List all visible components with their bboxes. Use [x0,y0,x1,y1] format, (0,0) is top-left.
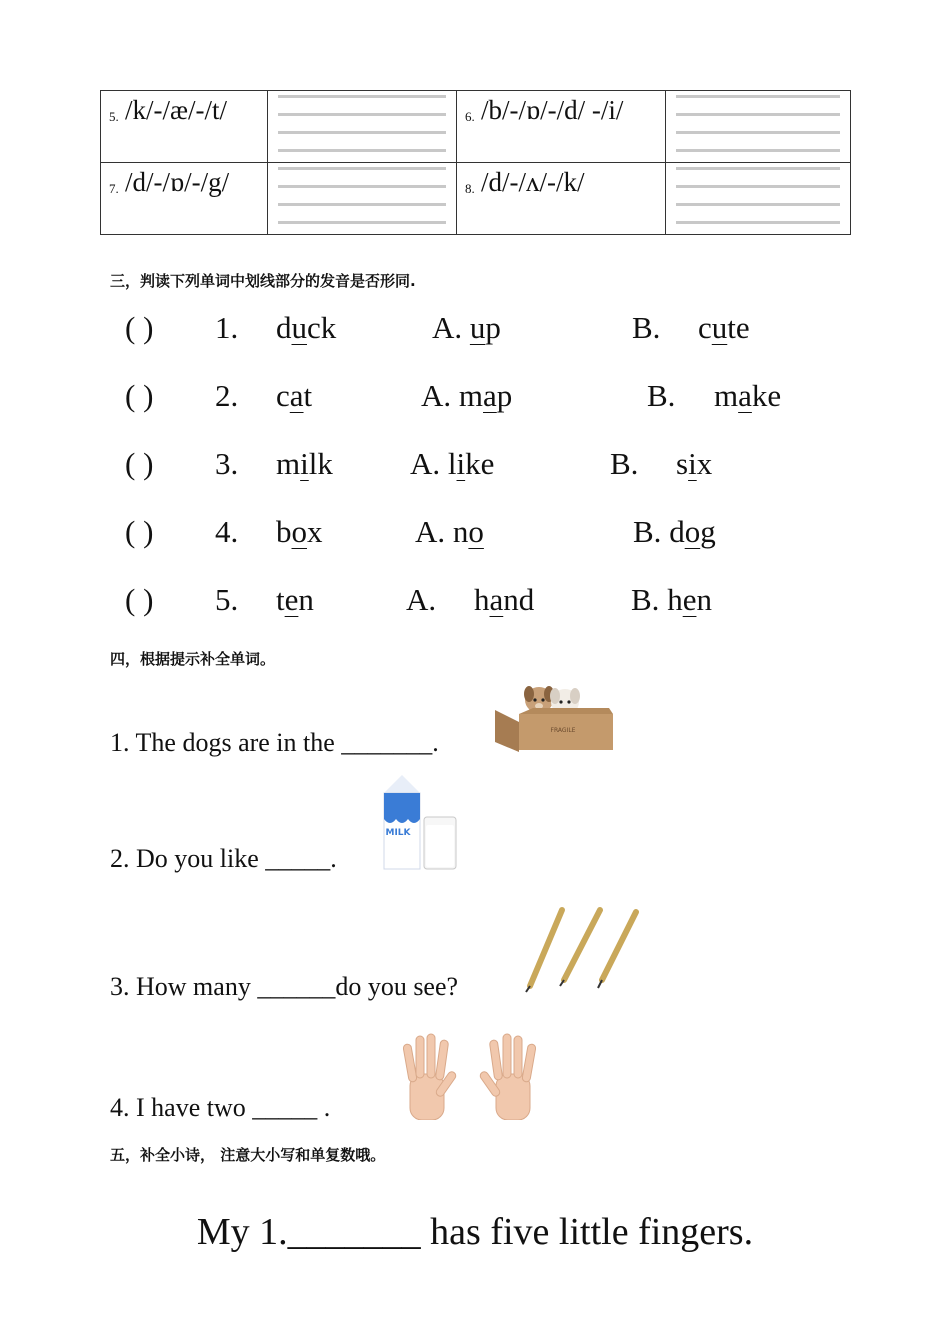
question-number: 3. [215,446,239,481]
fill-in-sentence[interactable]: 4. I have two _____ . [110,1093,331,1122]
question-number: 4. [215,514,239,549]
option-a-label: A. [415,514,446,549]
word-part: x [307,514,323,549]
option-b[interactable] [631,582,712,618]
underlined-letter: u [469,310,486,345]
word-part [462,310,470,345]
phonics-number: 5. [109,109,119,124]
target-word [276,514,323,550]
phonics-number: 8. [465,181,475,196]
underlined-letter: a [738,378,752,413]
word-part: m [276,446,301,481]
word-part: h [659,582,683,617]
table-row [101,91,851,163]
phonics-cell [457,91,666,163]
answer-parentheses[interactable]: ( ) [125,514,154,549]
underlined-letter: e [284,582,299,617]
word-part: m [714,378,739,413]
word-part: p [496,378,513,413]
underlined-letter: o [291,514,307,549]
word-part: lk [308,446,333,481]
answer-cell[interactable] [268,163,457,235]
word-part: d [661,514,685,549]
phonics-cell [457,163,666,235]
writing-lines [676,165,840,225]
option-a-label: A. [406,582,437,617]
question-row [0,582,950,626]
word-part: t [276,582,285,617]
word-part: t [303,378,313,413]
option-a-label: A. [410,446,441,481]
answer-cell[interactable] [666,163,851,235]
option-b-label: B. [632,310,661,345]
target-word [276,310,336,346]
word-part: h [474,582,490,617]
underlined-letter: u [291,310,307,345]
option-a-label: A. [432,310,463,345]
underlined-letter: i [456,446,466,481]
fill-in-sentence[interactable]: 1. The dogs are in the _______. [110,728,439,757]
answer-cell[interactable] [268,91,457,163]
phonics-sounds: /d/-/ɒ/-/g/ [125,167,230,197]
fill-in-sentence[interactable]: 3. How many ______do you see? [110,972,459,1001]
word-part: te [727,310,750,345]
answer-parentheses[interactable]: ( ) [125,378,154,413]
word-part: g [700,514,716,549]
underlined-letter: e [682,582,697,617]
phonics-number: 6. [465,109,475,124]
question-row [0,310,950,354]
word-part: x [696,446,713,481]
word-part: ke [751,378,782,413]
phonics-sounds: /k/-/æ/-/t/ [125,95,228,125]
fill-in-sentence[interactable]: 2. Do you like _____. [110,844,337,873]
writing-lines [278,165,446,225]
question-number: 2. [215,378,239,413]
option-b-label: B. [610,446,639,481]
option-b-label: B. [631,582,660,617]
question-number: 5. [215,582,239,617]
phonics-sounds: /b/-/ɒ/-/d/ -/i/ [481,95,624,125]
underlined-letter: a [289,378,304,413]
word-part: b [276,514,292,549]
section-5-heading: 五，补全小诗， 注意大小写和单复数哦。 [110,1146,386,1164]
word-part: n [298,582,314,617]
milk-label: MILK [385,828,411,838]
word-part: c [698,310,712,345]
underlined-letter: u [711,310,728,345]
writing-lines [676,93,840,153]
option-b[interactable] [633,514,716,550]
three-pens-image [520,904,644,994]
word-part: m [451,378,484,413]
question-number: 1. [215,310,239,345]
word-part: s [676,446,689,481]
word-part: p [485,310,501,345]
word-part: n [696,582,712,617]
option-a[interactable] [421,378,512,414]
target-word [276,582,314,618]
underlined-letter: a [489,582,504,617]
question-row [0,378,950,422]
word-part: ke [465,446,495,481]
option-b[interactable] [698,310,750,346]
option-a[interactable] [410,446,494,482]
writing-lines [278,93,446,153]
word-part: l [440,446,457,481]
puppies-in-box-image [493,680,617,752]
phonics-number: 7. [109,181,119,196]
answer-parentheses[interactable]: ( ) [125,446,154,481]
answer-cell[interactable] [666,91,851,163]
option-a-label: A. [421,378,452,413]
option-a[interactable] [415,514,484,550]
underlined-letter: o [684,514,701,549]
question-row [0,514,950,558]
option-b-label: B. [647,378,676,413]
option-b[interactable] [714,378,781,414]
target-word [276,378,312,414]
answer-parentheses[interactable]: ( ) [125,582,154,617]
word-part: n [445,514,469,549]
phonics-cell [101,163,268,235]
underlined-letter: i [688,446,697,481]
option-a[interactable] [432,310,501,346]
phonics-sounds: /d/-/ʌ/-/k/ [481,167,585,197]
option-b-label: B. [633,514,662,549]
section-3-heading: 三，判读下列单词中划线部分的发音是否形同. [110,272,416,290]
answer-parentheses[interactable]: ( ) [125,310,154,345]
underlined-letter: a [483,378,497,413]
word-part: ck [307,310,337,345]
underlined-letter: i [300,446,309,481]
phonics-table [100,90,851,235]
word-part: c [276,378,290,413]
phonics-cell [101,91,268,163]
poem-line[interactable]: My 1._______ has five little fingers. [196,1211,754,1253]
underlined-letter: o [468,514,484,549]
two-hands-image [400,1030,546,1120]
svg-text:FRAGILE: FRAGILE [550,727,576,734]
target-word [276,446,333,482]
section-4-heading: 四，根据提示补全单词。 [110,650,276,668]
option-a[interactable] [474,582,534,618]
word-part: d [276,310,292,345]
option-b[interactable] [676,446,712,482]
word-part: nd [503,582,535,617]
milk-carton-and-glass-image [380,773,462,871]
table-row [101,163,851,235]
question-row [0,446,950,490]
